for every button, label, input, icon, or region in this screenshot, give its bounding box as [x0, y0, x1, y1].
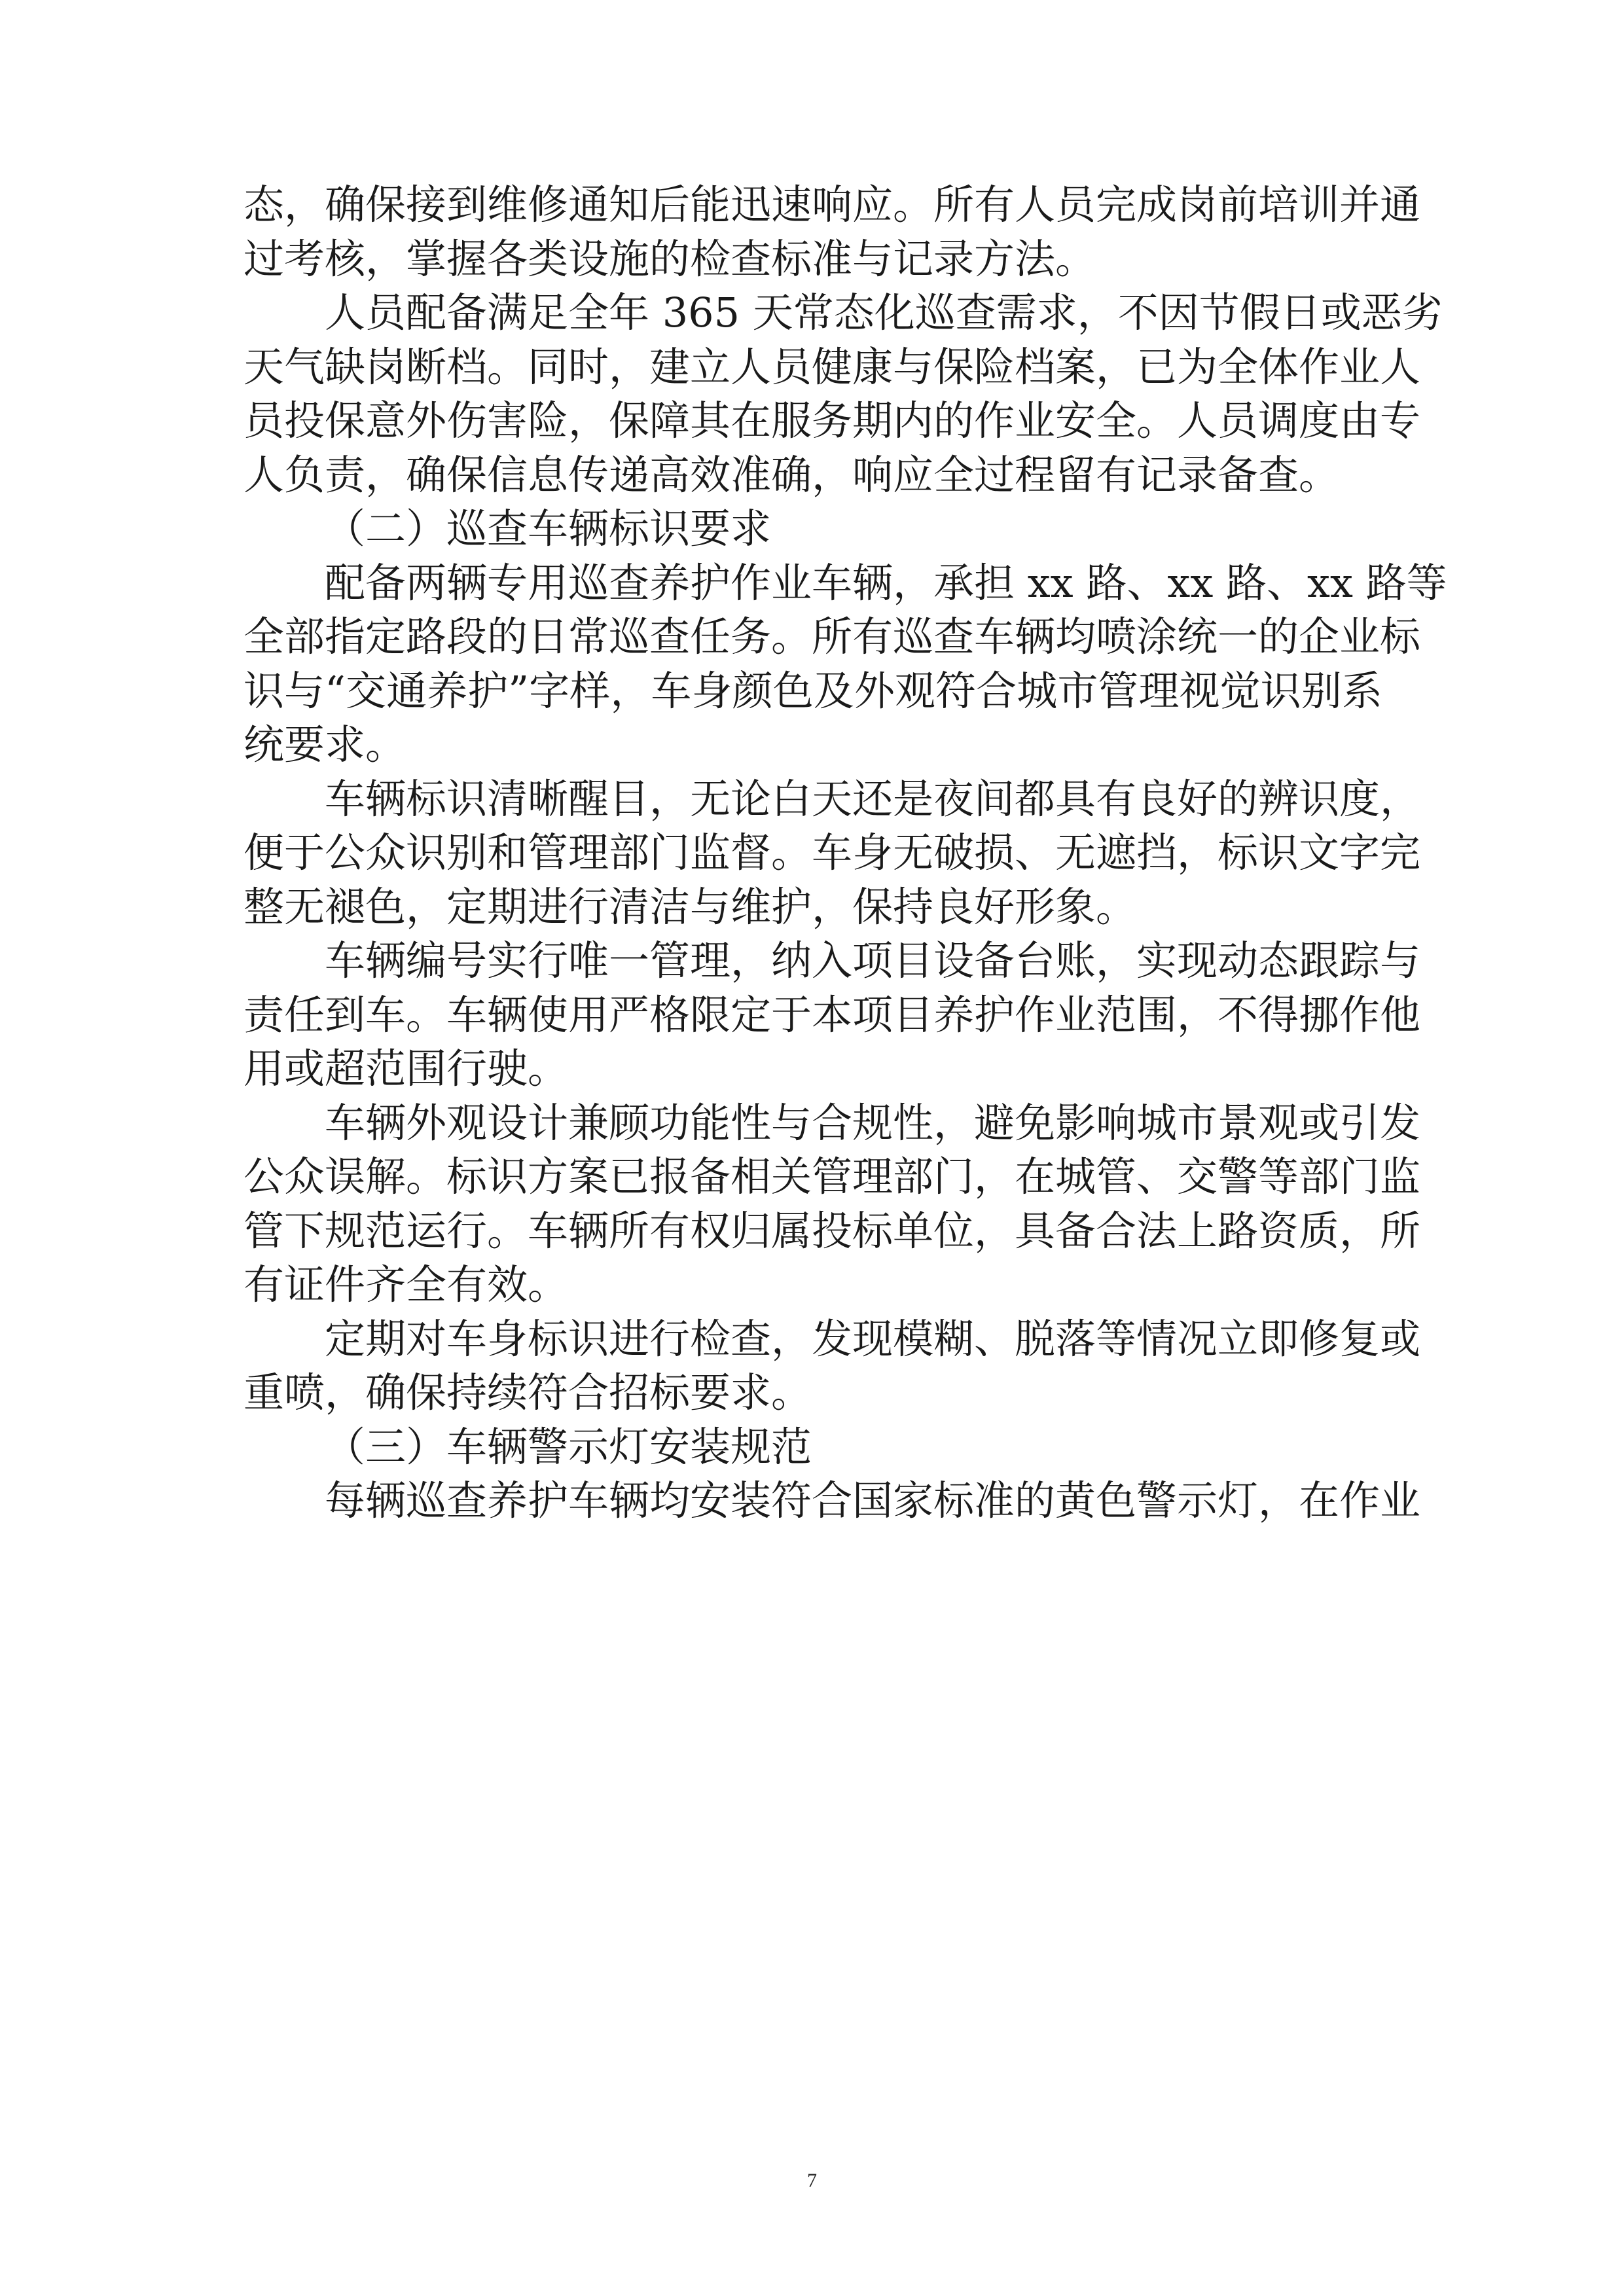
- text-line: 态，确保接到维修通知后能迅速响应。所有人员完成岗前培训并通: [244, 181, 1421, 228]
- paragraph: [244, 934, 1421, 1096]
- paragraph: [244, 1096, 1421, 1312]
- text-line: 有证件齐全有效。: [244, 1261, 569, 1308]
- text-line: 识与“交通养护”字样，车身颜色及外观符合城市管理视觉识别系: [244, 666, 1382, 715]
- text-line: 车辆外观设计兼顾功能性与合规性，避免影响城市景观或引发: [325, 1098, 1421, 1147]
- text-line: 公众误解。标识方案已报备相关管理部门，在城管、交警等部门监: [244, 1153, 1421, 1200]
- text-line: 配备两辆专用巡查养护作业车辆，承担 xx 路、xx 路、xx 路等: [325, 558, 1447, 607]
- paragraph: [244, 286, 1443, 502]
- text-line: 责任到车。车辆使用严格限定于本项目养护作业范围，不得挪作他: [244, 990, 1421, 1039]
- text-line: 车辆编号实行唯一管理，纳入项目设备台账，实现动态跟踪与: [325, 937, 1421, 984]
- page-number: 7: [807, 2170, 817, 2191]
- text-line: 天气缺岗断档。同时，建立人员健康与保险档案，已为全体作业人: [244, 342, 1421, 391]
- text-line: 管下规范运行。车辆所有权归属投标单位，具备合法上路资质，所: [244, 1206, 1421, 1255]
- text-line: 每辆巡查养护车辆均安装符合国家标准的黄色警示灯，在作业: [325, 1477, 1421, 1524]
- text-line: 车辆标识清晰醒目，无论白天还是夜间都具有良好的辨识度，: [325, 774, 1421, 823]
- paragraph-continuation: [244, 178, 1421, 286]
- text-line: 统要求。: [244, 721, 406, 768]
- text-line: 人负责，确保信息传递高效准确，响应全过程留有记录备查。: [244, 450, 1340, 499]
- paragraph: [244, 1312, 1421, 1420]
- document-body: [244, 178, 1447, 1528]
- section-heading: [244, 1420, 1382, 1475]
- text-line: 人员配备满足全年 365 天常态化巡查需求，不因节假日或恶劣: [325, 289, 1443, 336]
- text-line: 便于公众识别和管理部门监督。车身无破损、无遮挡，标识文字完: [244, 829, 1421, 876]
- paragraph: [244, 1474, 1421, 1528]
- paragraph: [244, 556, 1447, 772]
- text-line: 整无褪色，定期进行清洁与维护，保持良好形象。: [244, 882, 1137, 931]
- text-line: 过考核，掌握各类设施的检查标准与记录方法。: [244, 234, 1096, 283]
- text-line: 用或超范围行驶。: [244, 1045, 569, 1092]
- heading-text: （二）巡查车辆标识要求: [325, 505, 772, 552]
- text-line: 定期对车身标识进行检查，发现模糊、脱落等情况立即修复或: [325, 1314, 1421, 1363]
- paragraph: [244, 772, 1421, 935]
- heading-text: （三）车辆警示灯安装规范: [325, 1422, 812, 1471]
- section-heading: [244, 502, 1382, 556]
- text-line: 员投保意外伤害险，保障其在服务期内的作业安全。人员调度由专: [244, 397, 1421, 444]
- text-line: 重喷，确保持续符合招标要求。: [244, 1369, 812, 1416]
- text-line: 全部指定路段的日常巡查任务。所有巡查车辆均喷涂统一的企业标: [244, 613, 1421, 660]
